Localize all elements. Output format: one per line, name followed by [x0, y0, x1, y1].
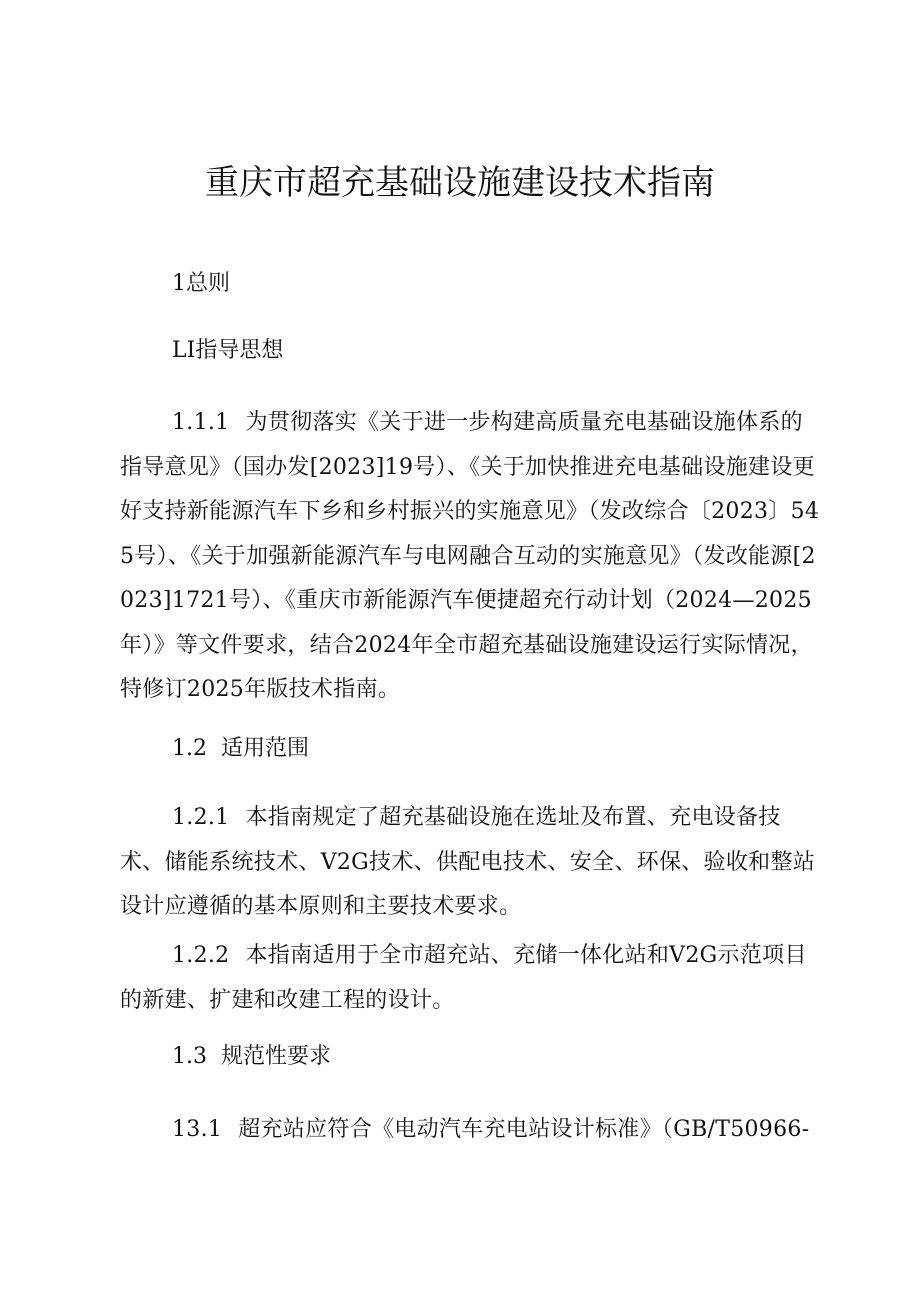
section-heading-1-2 [172, 732, 309, 766]
section-title: 规范性要求 [221, 1044, 332, 1069]
paragraph-number: 1.2.2 [172, 943, 230, 968]
paragraph-number: 1.1.1 [172, 410, 230, 435]
section-title: 适用范围 [221, 736, 310, 761]
paragraph-text: 为贯彻落实《关于进一步构建高质量充电基础设施体系的指导意见》（国办发[2023]19号）、《关于加快推进充电基础设施建设更好支持新能源汽车下乡和乡村振兴的实施意见》（发改综合〔2023〕545号）、《关于加强新能源汽车与电网融合互动的实施意见》（发改能源[2023]1721号）、《重庆市新能源汽车便捷超充行动计划（2024—2025年）》等文件要求，结合2024年全市超充基础设施建设运行实际情况，特修订2025年版技术指南。 [120, 410, 820, 702]
paragraph-1-2-2 [120, 934, 820, 1023]
paragraph-1-3-1 [120, 1108, 820, 1153]
paragraph-1-2-1 [120, 796, 820, 930]
paragraph-text: 本指南规定了超充基础设施在选址及布置、充电设备技术、储能系统技术、V2G技术、供配电技术、安全、环保、验收和整站设计应遵循的基本原则和主要技术要求。 [120, 805, 816, 919]
section-number: 1.3 [172, 1044, 207, 1069]
section-heading-1 [172, 267, 230, 301]
paragraph-1-1-1 [120, 401, 820, 713]
section-number: LI [172, 338, 196, 363]
section-number: 1.2 [172, 736, 207, 761]
paragraph-text: 超充站应符合《电动汽车充电站设计标准》（GB/T50966- [238, 1117, 810, 1142]
section-title: 总则 [186, 271, 231, 296]
section-title: 指导思想 [195, 338, 284, 363]
section-heading-1-3 [172, 1040, 331, 1074]
section-number: 1 [172, 271, 186, 296]
document-title: 重庆市超充基础设施建设技术指南 [205, 163, 715, 203]
paragraph-number: 1.2.1 [172, 805, 230, 830]
paragraph-number: 13.1 [172, 1117, 223, 1142]
section-heading-1-1 [172, 334, 283, 368]
paragraph-text: 本指南适用于全市超充站、充储一体化站和V2G示范项目的新建、扩建和改建工程的设计。 [120, 943, 807, 1013]
